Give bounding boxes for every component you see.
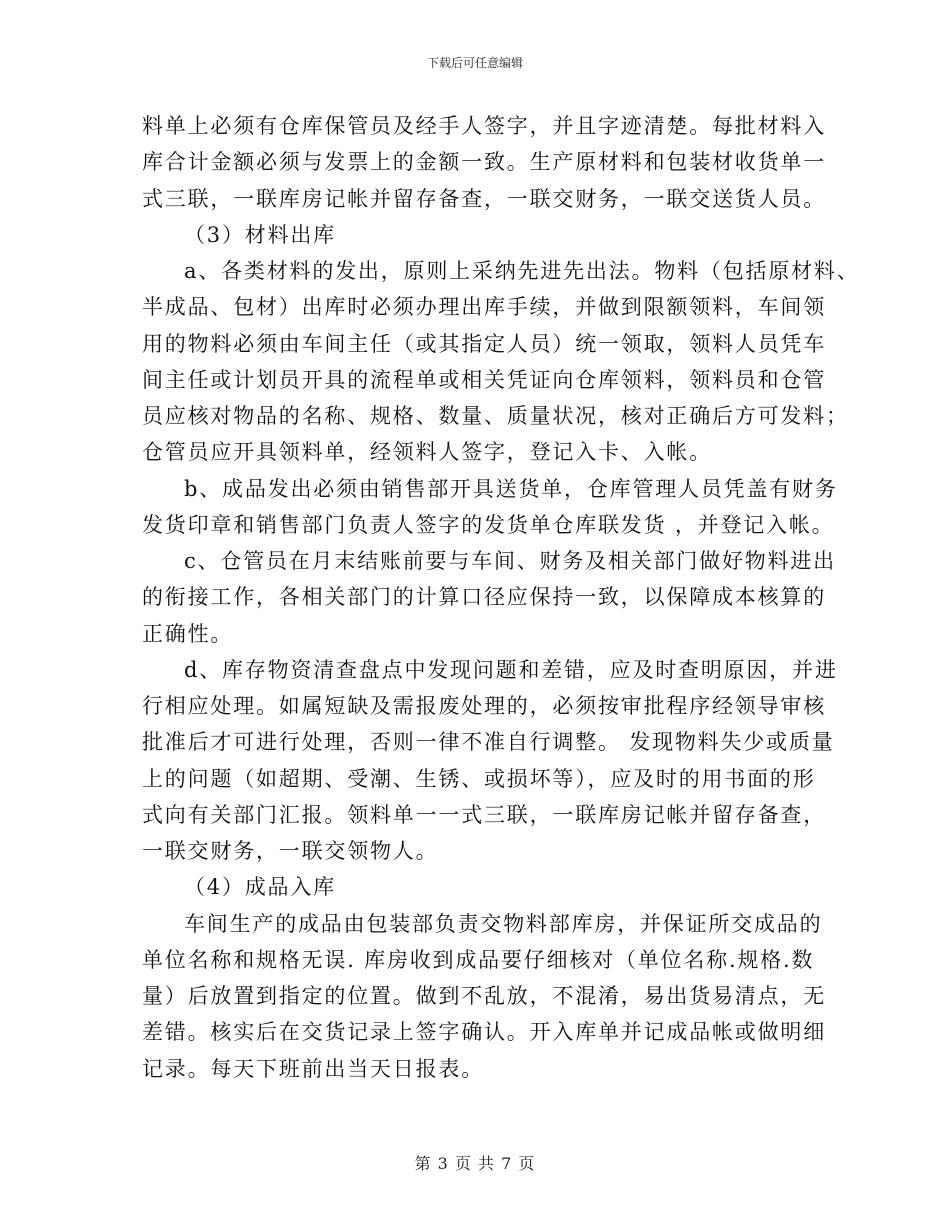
body-line: 半成品、包材）出库时必须办理出库手续，并做到限额领料，车间领: [142, 295, 826, 320]
body-line: 正确性。: [142, 621, 234, 646]
body-line: 间主任或计划员开具的流程单或相关凭证向仓库领料，领料员和仓管: [142, 367, 826, 392]
body-line: 行相应处理。如属短缺及需报废处理的，必须按审批程序经领导审核: [142, 694, 826, 718]
body-line: c、仓管员在月末结账前要与车间、财务及相关部门做好物料进出: [184, 549, 836, 573]
body-line: 上的问题（如超期、受潮、生锈、或损坏等），应及时的用书面的形: [142, 766, 816, 791]
body-line: d、库存物资清查盘点中发现问题和差错，应及时查明原因，并进: [184, 657, 838, 682]
header-note: 下载后可任意编辑: [426, 56, 523, 70]
body-line: 式三联，一联库房记帐并留存备查，一联交财务，一联交送货人员。: [142, 186, 826, 211]
body-line: 记录。每天下班前出当天日报表。: [142, 1056, 484, 1081]
body-text: [142, 108, 860, 1087]
body-line: 的衔接工作，各相关部门的计算口径应保持一致，以保障成本核算的: [142, 585, 826, 610]
body-line: 式向有关部门汇报。领料单一一式三联，一联库房记帐并留存备查，: [142, 802, 826, 827]
body-line: 批准后才可进行处理，否则一律不准自行调整。 发现物料失少或质量: [142, 730, 835, 755]
section-heading: （3）材料出库: [184, 222, 336, 247]
body-line: 员应核对物品的名称、规格、数量、质量状况，核对正确后方可发料；: [142, 404, 849, 428]
body-line: 发货印章和销售部门负责人签字的发货单仓库联发货 ，并登记入帐。: [142, 512, 835, 537]
body-line: 车间生产的成品由包装部负责交物料部库房，并保证所交成品的: [184, 911, 823, 936]
body-line: 一联交财务，一联交领物人。: [142, 839, 439, 863]
section-heading: （4）成品入库: [184, 875, 336, 900]
body-line: 库合计金额必须与发票上的金额一致。生产原材料和包装材收货单一: [142, 150, 826, 175]
page-number: 第 3 页 共 7 页: [414, 1154, 536, 1173]
body-line: a、各类材料的发出，原则上采纳先进先出法。物料（包括原材料、: [184, 259, 860, 283]
body-line: 单位名称和规格无误. 库房收到成品要仔细核对（单位名称.规格.数: [142, 947, 815, 972]
body-line: 用的物料必须由车间主任（或其指定人员）统一领取，领料人员凭车: [142, 331, 826, 356]
body-line: 料单上必须有仓库保管员及经手人签字，并且字迹清楚。每批材料入: [142, 114, 826, 138]
body-line: b、成品发出必须由销售部开具送货单，仓库管理人员凭盖有财务: [184, 476, 838, 501]
body-line: 差错。核实后在交货记录上签字确认。开入库单并记成品帐或做明细: [142, 1020, 826, 1045]
body-line: 仓管员应开具领料单，经领料人签字，登记入卡、入帐。: [142, 440, 712, 465]
body-line: 量）后放置到指定的位置。做到不乱放，不混淆，易出货易清点，无: [142, 984, 826, 1008]
